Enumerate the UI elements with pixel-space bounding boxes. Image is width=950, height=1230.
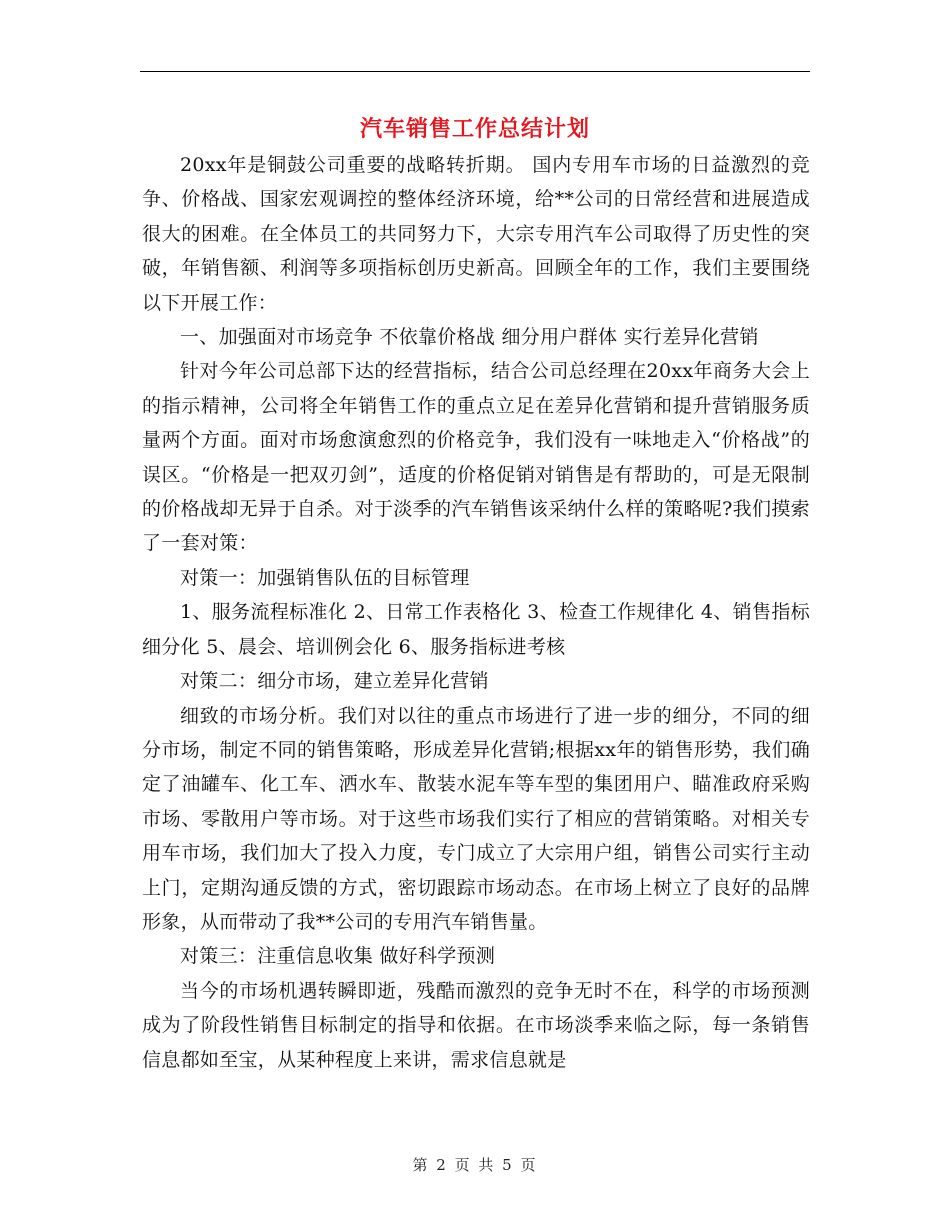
strategy-heading-1: 对策一：加强销售队伍的目标管理 [180,566,470,589]
section-heading-1: 一、加强面对市场竞争 不依靠价格战 细分用户群体 实行差异化营销 [180,326,759,349]
paragraph-list: 1、服务流程标准化 2、日常工作表格化 3、检查工作规律化 4、销售指标细分化 5、晨会、培训例会化 6、服务指标进考核 [142,601,810,658]
strategy-heading-3: 对策三：注重信息收集 做好科学预测 [180,945,496,968]
strategy-heading-2: 对策二：细分市场，建立差异化营销 [180,670,489,693]
paragraph-intro: 20xx年是铜鼓公司重要的战略转折期。 国内专用车市场的日益激烈的竞争、价格战、国家宏观调控的整体经济环境，给**公司的日常经营和进展造成很大的困难。在全体员工的共同努力下，大宗专用汽车公司取得了历史性的突破，年销售额、利润等多项指标创历史新高。回顾全年的工作，我们主要围绕以下开展工作： [142,154,810,314]
document-title: 汽车销售工作总结计划 [359,117,590,142]
paragraph-forecast: 当今的市场机遇转瞬即逝，残酷而激烈的竞争无时不在，科学的市场预测成为了阶段性销售目标制定的指导和依据。在市场淡季来临之际，每一条销售信息都如至宝，从某种程度上来讲，需求信息就是 [142,979,810,1071]
page-footer: 第 2 页 共 5 页 [412,1156,538,1174]
paragraph-market: 细致的市场分析。我们对以往的重点市场进行了进一步的细分，不同的细分市场，制定不同的销售策略，形成差异化营销;根据xx年的销售形势，我们确定了油罐车、化工车、洒水车、散装水泥车等车型的集团用户、瞄准政府采购市场、零散用户等市场。对于这些市场我们实行了相应的营销策略。对相关专用车市场，我们加大了投入力度，专门成立了大宗用户组，销售公司实行主动上门，定期沟通反馈的方式，密切跟踪市场动态。在市场上树立了良好的品牌形象，从而带动了我**公司的专用汽车销售量。 [142,704,810,933]
header-rule [140,71,810,72]
document-body [142,148,810,1077]
paragraph-strategy: 针对今年公司总部下达的经营指标，结合公司总经理在20xx年商务大会上的指示精神，公司将全年销售工作的重点立足在差异化营销和提升营销服务质量两个方面。面对市场愈演愈烈的价格竞争，我们没有一味地走入“价格战”的误区。“价格是一把双刃剑”，适度的价格促销对销售是有帮助的，可是无限制的价格战却无异于自杀。对于淡季的汽车销售该采纳什么样的策略呢?我们摸索了一套对策： [142,360,810,555]
